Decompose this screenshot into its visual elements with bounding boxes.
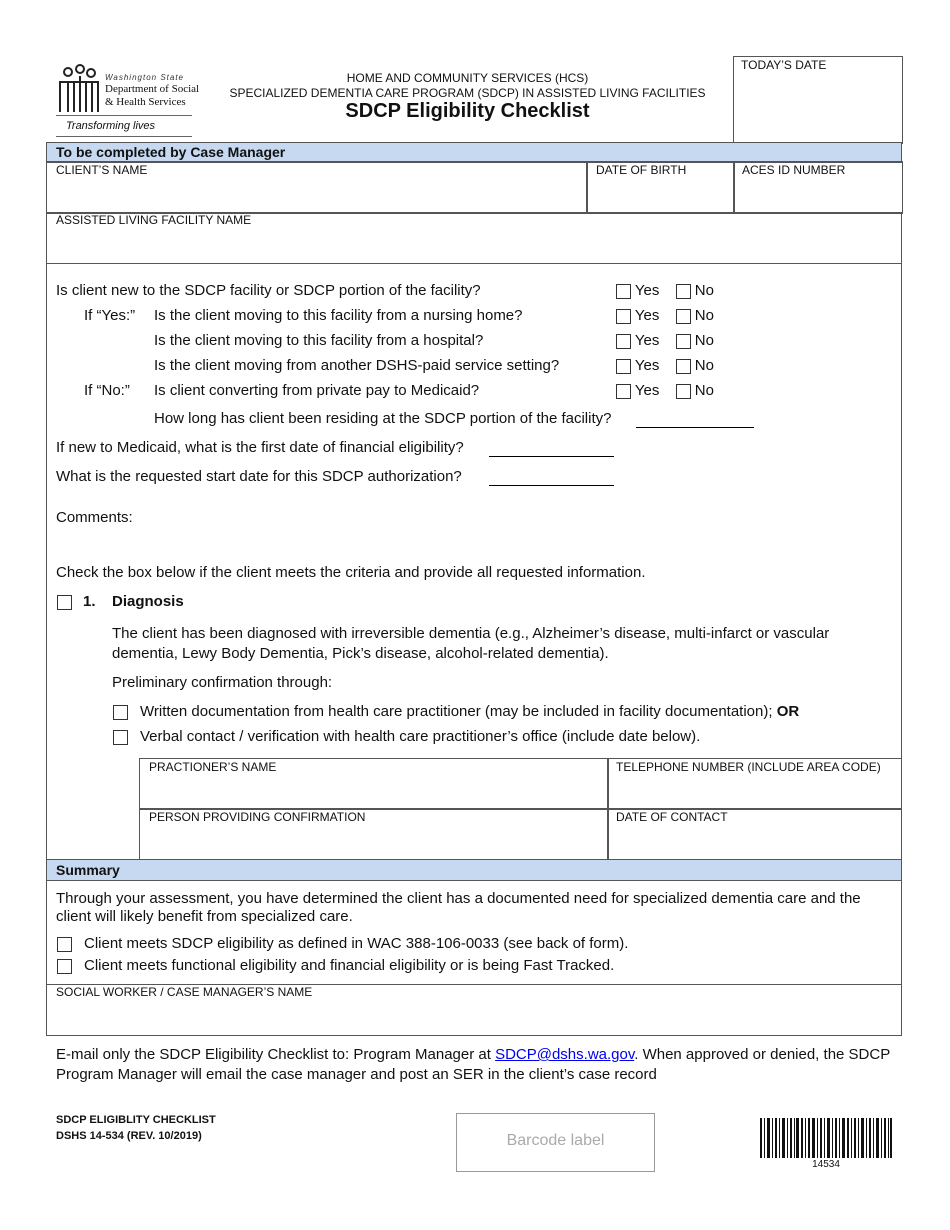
yes-label: Yes (634, 357, 660, 374)
written-documentation-label: Written documentation from health care practitioner (may be included in facility documentation); (140, 703, 773, 720)
header-line2: SPECIALIZED DEMENTIA CARE PROGRAM (SDCP) IN ASSISTED LIVING FACILITIES (229, 86, 706, 100)
diagnosis-title: Diagnosis (112, 593, 184, 610)
yes-label: Yes (634, 382, 660, 399)
practitioner-name-field[interactable] (139, 758, 609, 810)
dshs-figures-icon (56, 64, 102, 114)
diagnosis-description: The client has been diagnosed with irreversible dementia (e.g., Alzheimer’s disease, multi-infarct or vascular dementia, Lewy Body Dementia, Pick’s disease, alcohol-related dementia). (112, 625, 830, 662)
case-manager-section-header (46, 142, 902, 163)
email-instructions (56, 1045, 896, 1085)
yes-no-row-5 (616, 382, 714, 399)
dshs-logo (56, 62, 200, 138)
telephone-label: TELEPHONE NUMBER (INCLUDE AREA CODE) (616, 760, 881, 774)
summary-text: Through your assessment, you have determined the client has a documented need for specialized dementia care and the client will likely benefit from specialized care. (56, 890, 861, 925)
yes-label: Yes (634, 307, 660, 324)
telephone-field[interactable] (607, 758, 902, 810)
sdcp-eligibility-checkbox[interactable] (57, 937, 72, 952)
q2-no-checkbox[interactable] (676, 309, 691, 324)
form-number: DSHS 14-534 (REV. 10/2019) (56, 1130, 202, 1142)
barcode-number: 14534 (812, 1159, 840, 1170)
comments-label: Comments: (56, 509, 133, 526)
logo-divider-bottom (56, 136, 192, 137)
sdcp-eligibility-label: Client meets SDCP eligibility as defined in WAC 388-106-0033 (see back of form). (84, 935, 629, 952)
summary-title: Summary (56, 862, 120, 878)
comments-input[interactable] (140, 505, 890, 555)
confirmation-person-field[interactable] (139, 808, 609, 861)
yes-no-row-3 (616, 332, 714, 349)
q1-yes-checkbox[interactable] (616, 284, 631, 299)
logo-state: Washington State (105, 73, 185, 82)
q3-no-checkbox[interactable] (676, 334, 691, 349)
no-label: No (694, 282, 714, 299)
functional-eligibility-label: Client meets functional eligibility and financial eligibility or is being Fast Tracked. (84, 957, 615, 974)
case-manager-section-title: To be completed by Case Manager (56, 144, 286, 160)
summary-section-header (46, 859, 902, 881)
question-residing-duration: How long has client been residing at the SDCP portion of the facility? (154, 410, 612, 427)
functional-eligibility-checkbox[interactable] (57, 959, 72, 974)
header-line1: HOME AND COMMUNITY SERVICES (HCS) (346, 71, 589, 85)
written-documentation-checkbox[interactable] (113, 705, 128, 720)
confirmation-person-label: PERSON PROVIDING CONFIRMATION (149, 810, 366, 824)
barcode-image (760, 1118, 892, 1158)
program-manager-email-link[interactable]: SDCP@dshs.wa.gov (495, 1046, 635, 1063)
question-hospital: Is the client moving to this facility from a hospital? (154, 332, 484, 349)
contact-date-field[interactable] (607, 808, 902, 861)
if-no-label: If “No:” (84, 382, 130, 399)
question-nursing-home: Is the client moving to this facility from a nursing home? (154, 307, 523, 324)
yes-no-row-1 (616, 282, 714, 299)
no-label: No (694, 382, 714, 399)
social-worker-name-field[interactable] (46, 984, 902, 1036)
q3-yes-checkbox[interactable] (616, 334, 631, 349)
dob-label: DATE OF BIRTH (596, 163, 687, 177)
contact-date-label: DATE OF CONTACT (616, 810, 728, 824)
preliminary-confirmation-label: Preliminary confirmation through: (112, 674, 333, 691)
form-name: SDCP ELIGIBLITY CHECKLIST (56, 1114, 216, 1126)
residing-duration-input[interactable] (636, 427, 754, 428)
alf-name-field[interactable] (46, 212, 902, 264)
yes-no-row-4 (616, 357, 714, 374)
diagnosis-number: 1. (83, 593, 96, 610)
verbal-contact-label: Verbal contact / verification with health care practitioner’s office (include date below). (140, 728, 701, 745)
aces-id-label: ACES ID NUMBER (742, 163, 846, 177)
logo-dept-line2: & Health Services (105, 96, 186, 108)
practitioner-name-label: PRACTIONER’S NAME (149, 760, 277, 774)
yes-label: Yes (634, 332, 660, 349)
email-instructions-pre: E-mail only the SDCP Eligibility Checklist to: Program Manager at (56, 1046, 496, 1063)
todays-date-label: TODAY’S DATE (741, 58, 827, 72)
question-new-client: Is client new to the SDCP facility or SDCP portion of the facility? (56, 282, 481, 299)
verbal-contact-checkbox[interactable] (113, 730, 128, 745)
social-worker-name-label: SOCIAL WORKER / CASE MANAGER’S NAME (56, 985, 313, 999)
if-yes-label: If “Yes:” (84, 307, 136, 324)
start-date-input[interactable] (489, 485, 614, 486)
no-label: No (694, 307, 714, 324)
question-private-pay: Is client converting from private pay to Medicaid? (154, 382, 480, 399)
client-name-label: CLIENT’S NAME (56, 163, 148, 177)
logo-tagline: Transforming lives (66, 120, 156, 132)
question-medicaid-date: If new to Medicaid, what is the first date of financial eligibility? (56, 439, 464, 456)
client-name-field[interactable] (46, 161, 588, 214)
no-label: No (694, 332, 714, 349)
logo-divider (56, 115, 192, 116)
diagnosis-checkbox[interactable] (57, 595, 72, 610)
dob-field[interactable] (586, 161, 735, 214)
question-dshs-setting: Is the client moving from another DSHS-paid service setting? (154, 357, 560, 374)
q1-no-checkbox[interactable] (676, 284, 691, 299)
barcode-label-box (456, 1113, 655, 1172)
criteria-intro: Check the box below if the client meets the criteria and provide all requested information. (56, 564, 646, 581)
or-label: OR (776, 703, 800, 720)
q5-no-checkbox[interactable] (676, 384, 691, 399)
aces-id-field[interactable] (733, 161, 903, 214)
page-title: SDCP Eligibility Checklist (345, 100, 590, 122)
written-documentation-option (140, 703, 799, 720)
no-label: No (694, 357, 714, 374)
q4-no-checkbox[interactable] (676, 359, 691, 374)
alf-name-label: ASSISTED LIVING FACILITY NAME (56, 213, 252, 227)
medicaid-date-input[interactable] (489, 456, 614, 457)
q4-yes-checkbox[interactable] (616, 359, 631, 374)
q2-yes-checkbox[interactable] (616, 309, 631, 324)
email-instructions-post: . When approved or denied, the SDCP Program Manager will email the case manager and post an SER in the client’s case record (56, 1046, 890, 1083)
todays-date-field[interactable] (733, 56, 903, 144)
barcode-label-text: Barcode label (506, 1132, 605, 1149)
yes-no-row-2 (616, 307, 714, 324)
logo-dept-line1: Department of Social (105, 83, 200, 95)
question-start-date: What is the requested start date for this SDCP authorization? (56, 468, 462, 485)
q5-yes-checkbox[interactable] (616, 384, 631, 399)
yes-label: Yes (634, 282, 660, 299)
